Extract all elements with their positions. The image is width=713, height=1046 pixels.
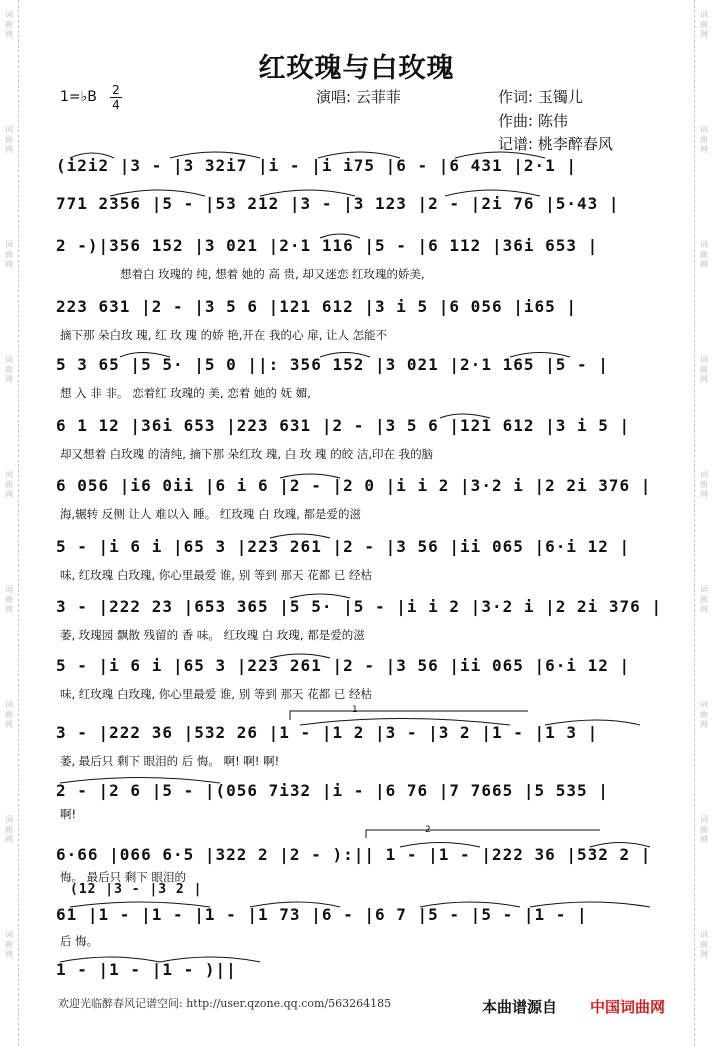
slur — [120, 353, 170, 358]
staff-line-2: 771 2356 |5 - |53 212 |3 - |3 123 |2 - |2i 76 |5·43 | — [56, 194, 620, 213]
slur — [455, 152, 545, 158]
staff-line-11: 3 - |222 36 |532 26 |1 - |1 2 |3 - |3 2 |1 - |1 3 | — [56, 723, 599, 742]
slur — [250, 902, 340, 907]
lyrics-line-3: 想着白 玫瑰的 纯, 想着 她的 高 贵, 却又迷恋 红玫瑰的娇美, — [120, 267, 425, 281]
lyrics-line-12: 啊! — [60, 807, 77, 821]
slur — [60, 957, 160, 962]
slur — [445, 190, 540, 196]
slur — [320, 234, 360, 238]
staff-line-15: 1 - |1 - |1 - )|| — [56, 960, 237, 979]
volta-2-bracket — [366, 830, 600, 838]
lyrics-line-5: 想 入 非 非。 恋着红 玫瑰的 美, 恋着 她的 妩 媚, — [60, 386, 311, 400]
ossia-line: (12 |3 - |3 2 | — [70, 882, 203, 897]
composer-credit: 作曲: 陈伟 — [498, 112, 568, 130]
lyrics-line-11: 萎, 最后只 剩下 眼泪的 后 悔。 啊! 啊! 啊! — [60, 754, 280, 768]
lyrics-line-9: 萎, 玫瑰园 飘散 残留的 香 味。 红玫瑰 白 玫瑰, 都是爱的滋 — [60, 628, 365, 642]
lyrics-line-8: 味, 红玫瑰 白玫瑰, 你心里最爱 谁, 别 等到 那天 花都 已 经枯 — [60, 568, 373, 582]
staff-line-12: 2 - |2 6 |5 - |(056 7i32 |i - |6 76 |7 7665 |5 535 | — [56, 781, 609, 800]
staff-line-5: 5 3 65 |5 5· |5 0 ||: 356 152 |3 021 |2·1 165 |5 - | — [56, 355, 609, 374]
volta-1-number: 1 — [352, 705, 358, 715]
time-signature-numerator: 2 — [112, 83, 120, 97]
staff-line-1: (i2i2 |3 - |3 32i7 |i - |i i75 |6 - |6 431 |2·1 | — [56, 156, 578, 175]
slur — [260, 190, 355, 196]
slur — [300, 719, 510, 726]
lyrics-line-13: 悔。 最后只 剩下 眼泪的 — [60, 870, 186, 884]
slur — [160, 957, 260, 962]
slur — [70, 153, 114, 158]
volta-2-number: 2 — [425, 825, 431, 835]
slur — [440, 414, 490, 418]
singer-credit: 演唱: 云菲菲 — [316, 88, 401, 106]
staff-line-13: 6·66 |066 6·5 |322 2 |2 - ):|| 1 - |1 - |222 36 |532 2 | — [56, 845, 652, 864]
slur — [270, 654, 330, 658]
staff-line-6: 6 1 12 |36i 653 |223 631 |2 - |3 5 6 |121 612 |3 i 5 | — [56, 416, 631, 435]
staff-line-8: 5 - |i 6 i |65 3 |223 261 |2 - |3 56 |ii 065 |6·i 12 | — [56, 537, 631, 556]
slur — [510, 353, 570, 358]
slur — [110, 190, 205, 196]
slur — [400, 843, 480, 848]
slur — [590, 843, 650, 848]
source-label: 本曲谱源自 — [482, 998, 558, 1016]
slur — [320, 353, 370, 358]
staff-line-14: 61 |1 - |1 - |1 - |1 73 |6 - |6 7 |5 - |5 - |1 - | — [56, 905, 588, 924]
slur — [530, 902, 650, 907]
slur — [545, 720, 640, 725]
slur — [318, 152, 400, 158]
lyricist-credit: 作词: 玉镯儿 — [498, 88, 583, 106]
slur — [70, 902, 210, 907]
staff-line-10: 5 - |i 6 i |65 3 |223 261 |2 - |3 56 |ii 065 |6·i 12 | — [56, 656, 631, 675]
footer-url-text: 欢迎光临醉春风记谱空间: http://user.qzone.qq.com/563264185 — [58, 997, 392, 1010]
lyrics-line-7: 海,辗转 反侧 让人 难以入 睡。 红玫瑰 白 玫瑰, 都是爱的滋 — [60, 507, 362, 521]
staff-line-9: 3 - |222 23 |653 365 |5 5· |5 - |i i 2 |3·2 i |2 2i 376 | — [56, 597, 663, 616]
staff-line-3: 2 -)|356 152 |3 021 |2·1 116 |5 - |6 112 |36i 653 | — [56, 236, 599, 255]
lyrics-line-14: 后 悔。 — [60, 934, 99, 948]
slur — [290, 594, 350, 598]
lyrics-line-10: 味, 红玫瑰 白玫瑰, 你心里最爱 谁, 别 等到 那天 花都 已 经枯 — [60, 687, 373, 701]
lyrics-line-4: 摘下那 朵白玫 瑰, 红 玫 瑰 的娇 艳,开在 我的心 扉, 让人 怎能不 — [60, 328, 388, 342]
staff-line-7: 6 056 |i6 0ii |6 i 6 |2 - |2 0 |i i 2 |3·2 i |2 2i 376 | — [56, 476, 652, 495]
lyrics-line-6: 却又想着 白玫瑰 的清纯, 摘下那 朵红玫 瑰, 白 玫 瑰 的皎 洁,印在 我的脑 — [60, 447, 434, 461]
score-title: 红玫瑰与白玫瑰 — [258, 53, 455, 84]
slur — [170, 152, 260, 158]
key-signature: 1=♭B — [60, 89, 97, 105]
slur — [270, 534, 330, 538]
source-site: 中国词曲网 — [590, 998, 666, 1016]
staff-line-4: 223 631 |2 - |3 5 6 |121 612 |3 i 5 |6 056 |i65 | — [56, 297, 578, 316]
time-signature-denominator: 4 — [112, 98, 120, 112]
slur — [420, 902, 520, 907]
slur — [280, 474, 340, 478]
transcriber-credit: 记谱: 桃李醉春风 — [498, 135, 613, 153]
slur — [60, 778, 220, 784]
